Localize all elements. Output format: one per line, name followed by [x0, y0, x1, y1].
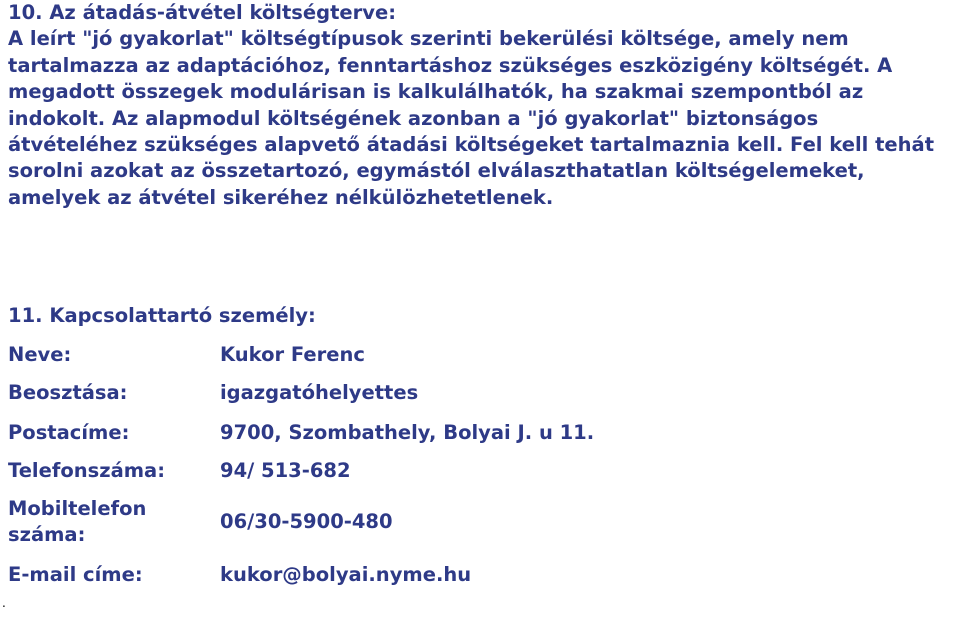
- footer-dot: .: [2, 596, 6, 610]
- position-label: Beosztása:: [8, 381, 128, 404]
- cost-plan-paragraph: A leírt "jó gyakorlat" költségtípusok szerinti bekerülési költsége, amely nem tartalmazza az adaptációhoz, fenntartáshoz szükséges eszközigény költségét. A megadott összegek modulárisan is kalkulálhatók, ha szakmai szempontból az indokolt. Az alapmodul költségének azonban a "jó gyakorlat" biztonságos átvételéhez szükséges alapvető átadási költségeket tartalmaznia kell. Fel kell tehát sorolni azokat az összetartozó, egymástól elválaszthatatlan költségelemeket, amelyek az átvétel sikeréhez nélkülözhetetlenek.: [8, 27, 935, 209]
- position-value: igazgatóhelyettes: [220, 381, 419, 404]
- name-value: Kukor Ferenc: [220, 343, 365, 366]
- cost-plan-heading: 10. Az átadás-átvétel költségterve:: [8, 1, 396, 24]
- cost-plan-section: [8, 0, 953, 211]
- email-value[interactable]: kukor@bolyai.nyme.hu: [220, 563, 472, 586]
- phone-label: Telefonszáma:: [8, 459, 165, 482]
- postal-address-value: 9700, Szombathely, Bolyai J. u 11.: [220, 421, 595, 444]
- mobile-label: Mobiltelefon száma:: [8, 497, 147, 546]
- name-label: Neve:: [8, 343, 72, 366]
- email-label: E-mail címe:: [8, 563, 143, 586]
- contact-person-section: [8, 304, 953, 327]
- contact-person-heading: 11. Kapcsolattartó személy:: [8, 304, 316, 327]
- mobile-value: 06/30-5900-480: [220, 510, 393, 533]
- postal-address-label: Postacíme:: [8, 421, 130, 444]
- phone-value: 94/ 513-682: [220, 459, 351, 482]
